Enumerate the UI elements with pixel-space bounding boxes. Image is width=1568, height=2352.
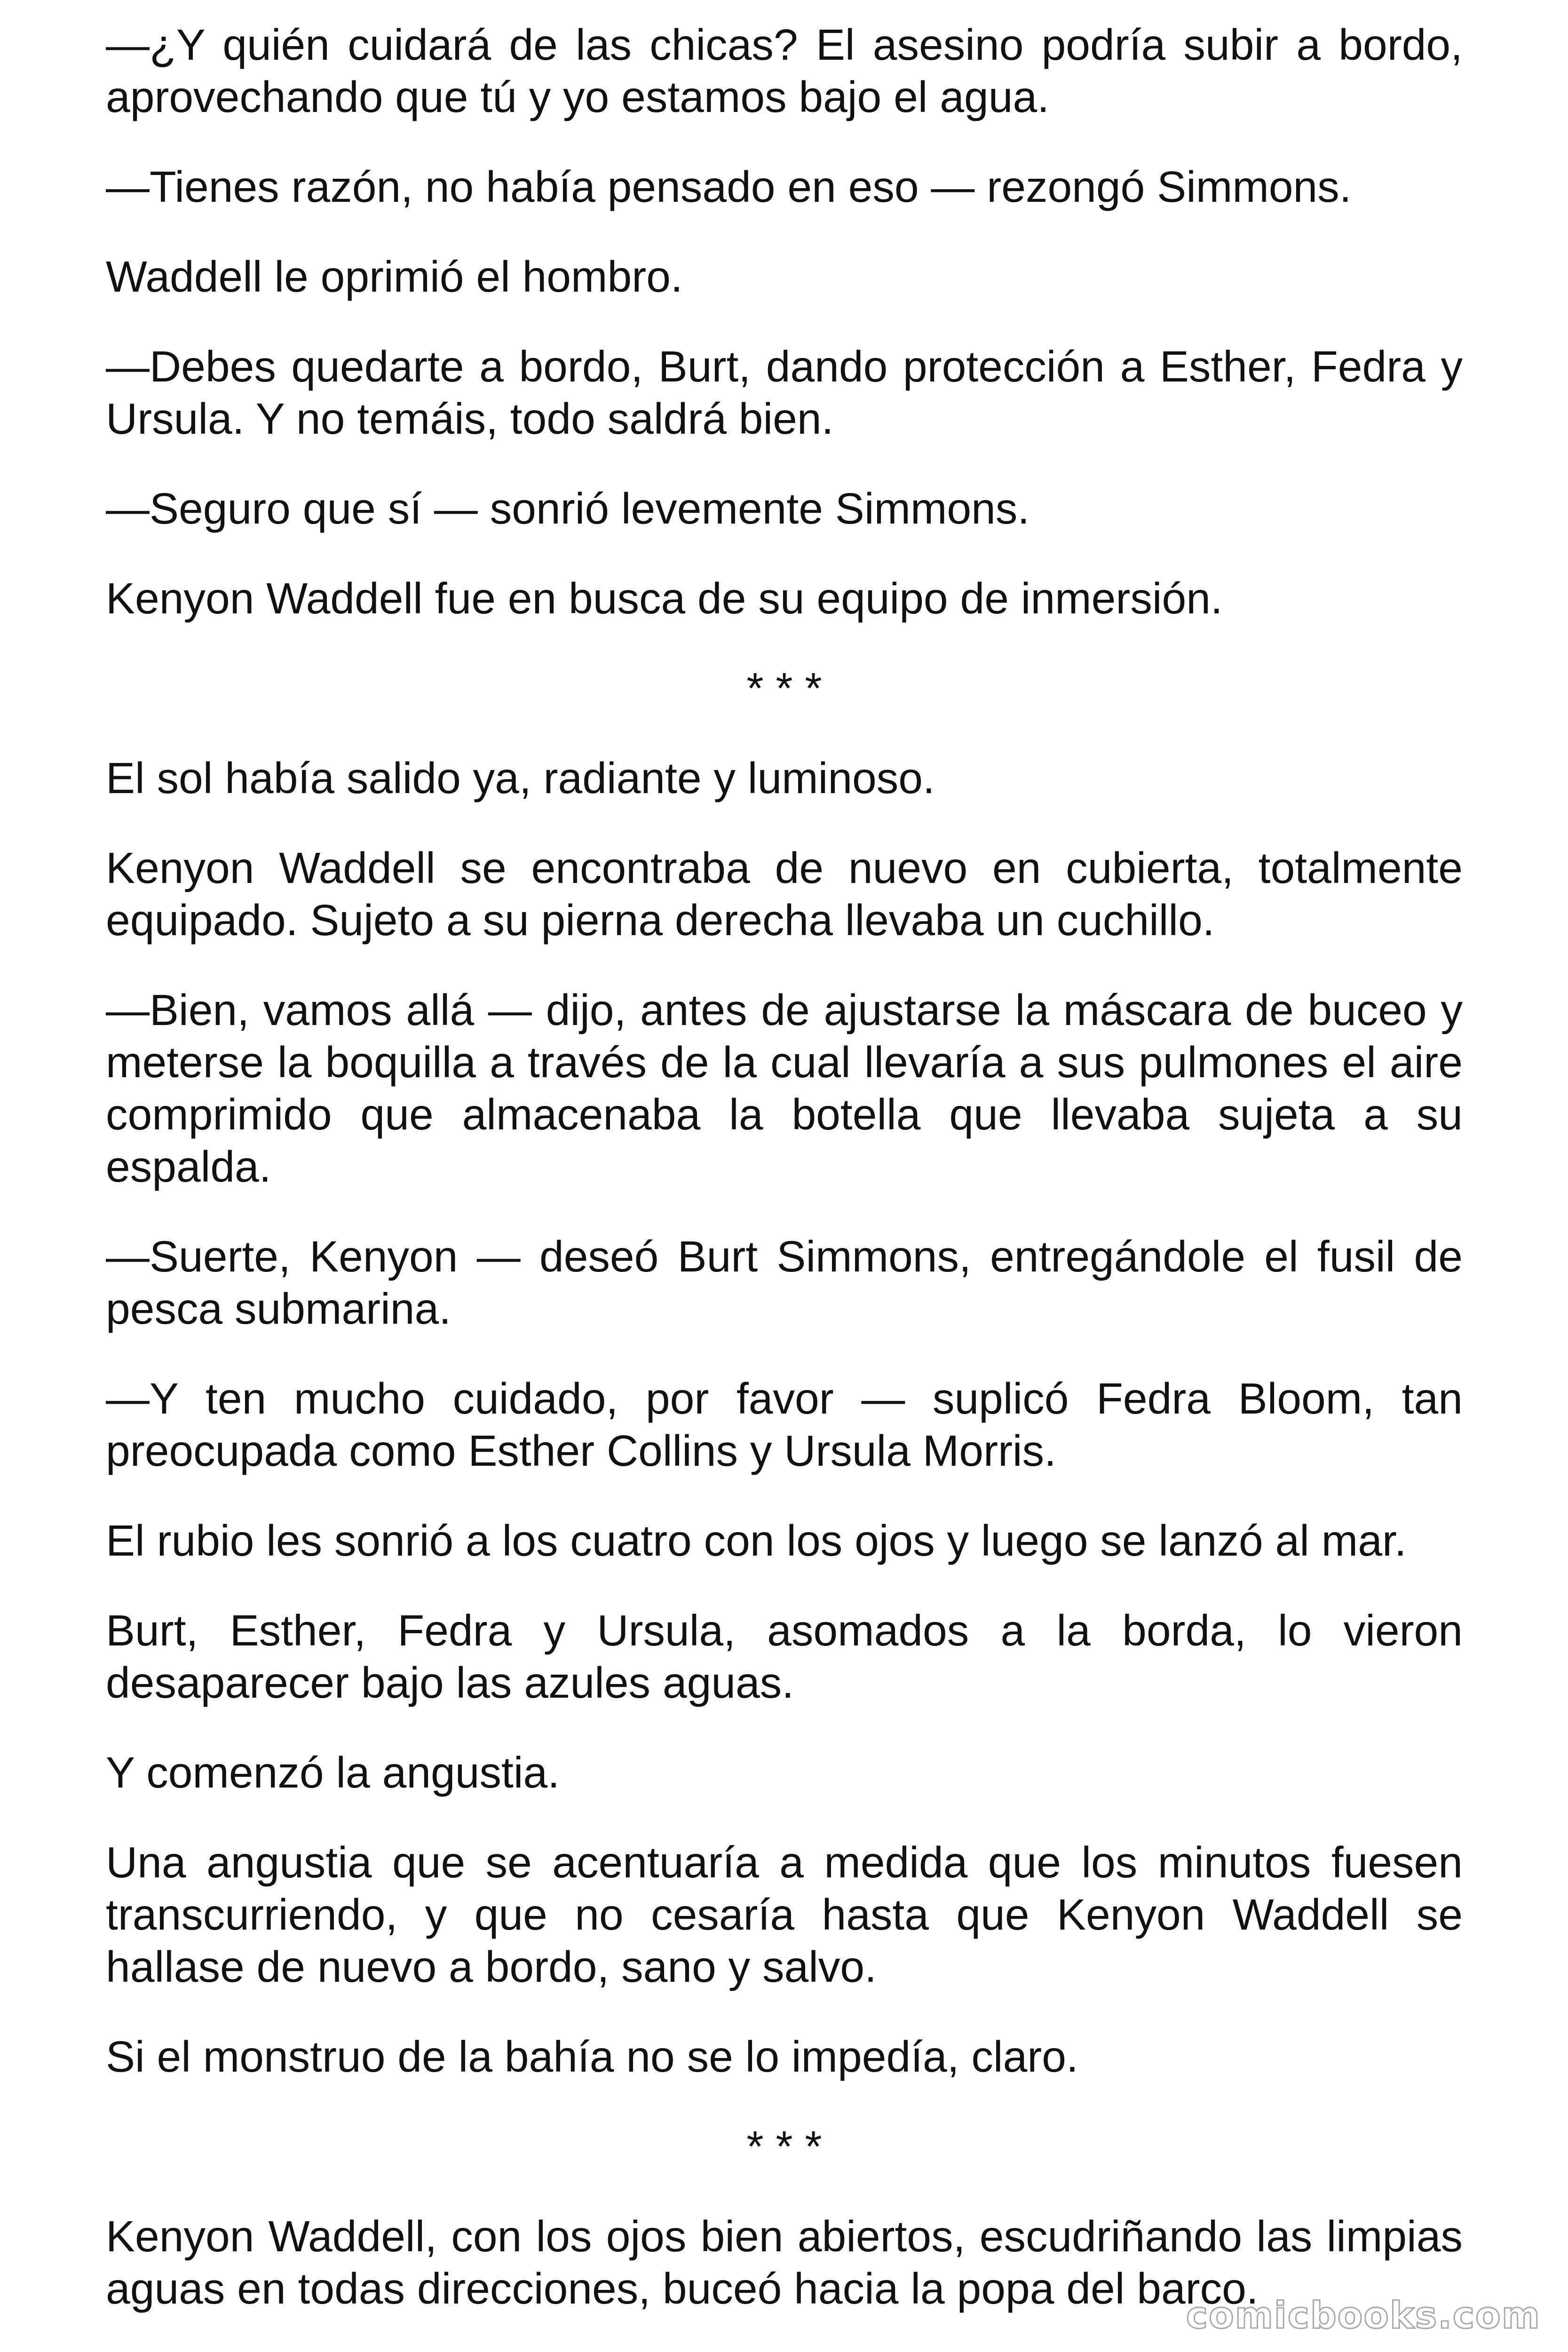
paragraph: —Seguro que sí — sonrió levemente Simmons. bbox=[106, 484, 1030, 533]
scene-separator: * * * bbox=[746, 664, 822, 713]
paragraph: Kenyon Waddell fue en busca de su equipo de inmersión. bbox=[106, 574, 1223, 623]
paragraph: —Tienes razón, no había pensado en eso — rezongó Simmons. bbox=[106, 162, 1352, 211]
scene-separator: * * * bbox=[746, 2122, 822, 2171]
book-page-text bbox=[106, 19, 1463, 2352]
paragraph: —Suerte, Kenyon — deseó Burt Simmons, entregándole el fusil de pesca submarina. bbox=[106, 1232, 1463, 1333]
paragraph: Waddell le oprimió el hombro. bbox=[106, 252, 683, 301]
paragraph: Y comenzó la angustia. bbox=[106, 1748, 560, 1797]
paragraph: —Bien, vamos allá — dijo, antes de ajustarse la máscara de buceo y meterse la boquilla a través de la cual llevaría a sus pulmones el aire comprimido que almacenaba la botella que llevaba sujeta a su espalda. bbox=[106, 985, 1463, 1191]
paragraph: Si el monstruo de la bahía no se lo impedía, claro. bbox=[106, 2032, 1078, 2081]
paragraph: —Y ten mucho cuidado, por favor — suplicó Fedra Bloom, tan preocupada como Esther Collins y Ursula Morris. bbox=[106, 1374, 1463, 1475]
paragraph: Kenyon Waddell, con los ojos bien abiertos, escudriñando las limpias aguas en todas direcciones, buceó hacia la popa del barco. bbox=[106, 2212, 1463, 2313]
watermark-logo: comicbooks.com bbox=[1186, 2295, 1541, 2337]
paragraph: Burt, Esther, Fedra y Ursula, asomados a la borda, lo vieron desaparecer bajo las azules aguas. bbox=[106, 1606, 1463, 1707]
paragraph: —Debes quedarte a bordo, Burt, dando protección a Esther, Fedra y Ursula. Y no temáis, todo saldrá bien. bbox=[106, 342, 1463, 443]
paragraph: Una angustia que se acentuaría a medida que los minutos fuesen transcurriendo, y que no cesaría hasta que Kenyon Waddell se hallase de nuevo a bordo, sano y salvo. bbox=[106, 1838, 1463, 1991]
paragraph: El sol había salido ya, radiante y luminoso. bbox=[106, 754, 935, 803]
paragraph: Kenyon Waddell se encontraba de nuevo en cubierta, totalmente equipado. Sujeto a su pierna derecha llevaba un cuchillo. bbox=[106, 843, 1463, 945]
paragraph: El rubio les sonrió a los cuatro con los ojos y luego se lanzó al mar. bbox=[106, 1516, 1407, 1565]
paragraph: —¿Y quién cuidará de las chicas? El asesino podría subir a bordo, aprovechando que tú y yo estamos bajo el agua. bbox=[106, 20, 1463, 121]
